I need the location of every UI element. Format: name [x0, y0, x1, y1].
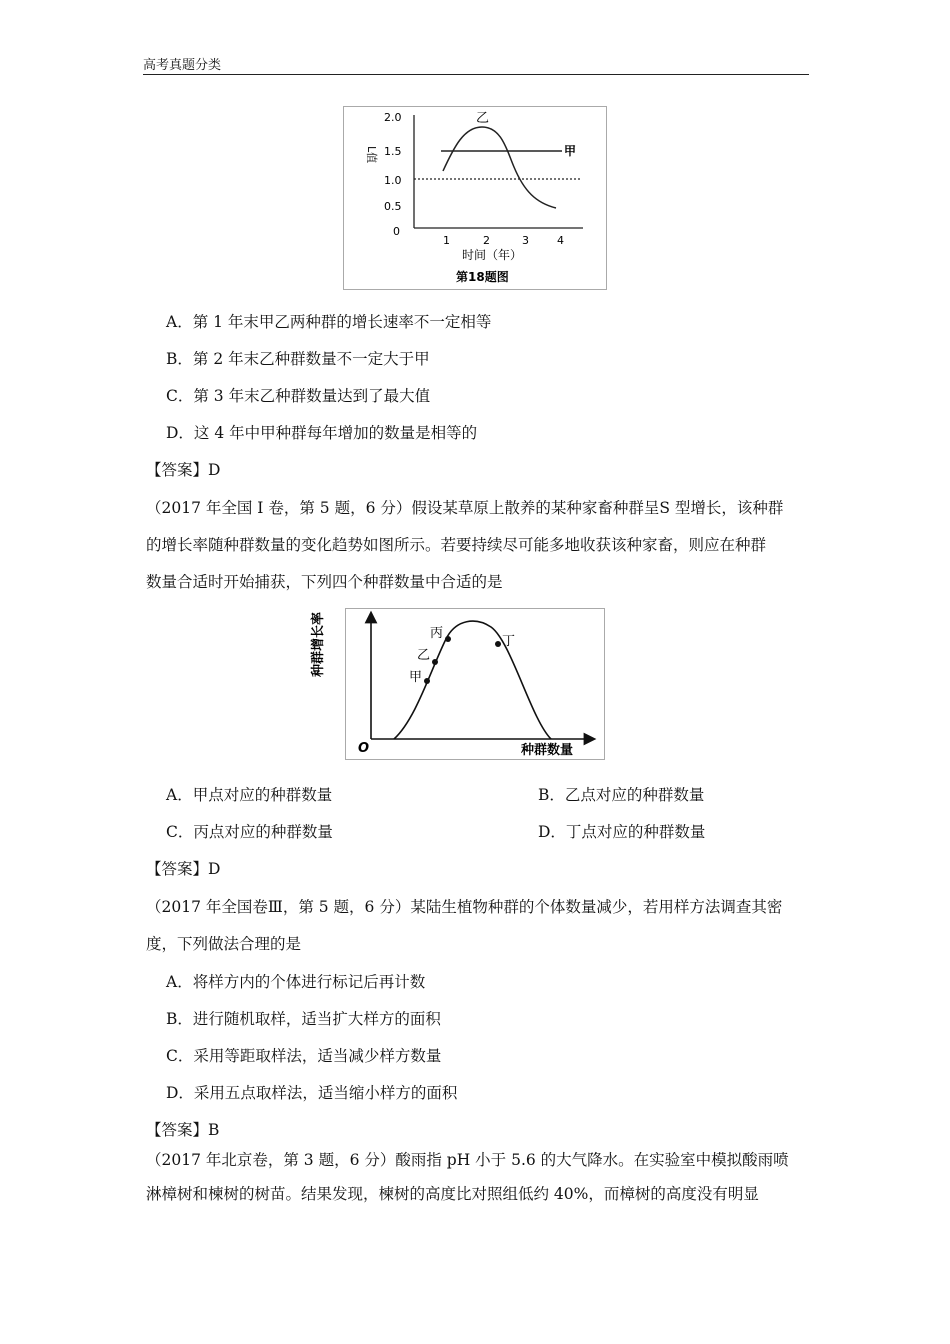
point-ding-label: 丁: [502, 634, 516, 649]
y-tick: 1.0: [384, 174, 402, 187]
q3-stem-line: 度，下列做法合理的是: [146, 935, 302, 953]
x-axis-label: 时间（年）: [462, 248, 523, 262]
y-tick: 2.0: [384, 111, 402, 124]
y-tick: 0.5: [384, 200, 402, 213]
q3-option-d: D．采用五点取样法，适当缩小样方的面积: [166, 1084, 458, 1102]
point-bing-label: 丙: [430, 626, 444, 641]
q1-option-b: B．第 2 年末乙种群数量不一定大于甲: [166, 350, 430, 368]
point-ding: [495, 641, 501, 647]
q2-option-c: C．丙点对应的种群数量: [166, 823, 333, 841]
q2-answer: 【答案】D: [146, 860, 221, 878]
q3-stem-line: （2017 年全国卷Ⅲ，第 5 题，6 分）某陆生植物种群的个体数量减少，若用样方法调查其密: [146, 898, 783, 916]
figure-18-chart: [344, 107, 606, 289]
point-yi-label: 乙: [417, 648, 431, 663]
y-axis-label: L值: [365, 146, 378, 164]
series-yi-curve: [443, 127, 556, 208]
series-jia-label: 甲: [564, 144, 577, 158]
q1-option-a: A．第 1 年末甲乙两种群的增长速率不一定相等: [166, 313, 492, 331]
q3-answer: 【答案】B: [146, 1121, 220, 1139]
q4-stem-line: （2017 年北京卷，第 3 题，6 分）酸雨指 pH 小于 5.6 的大气降水。在实验室中模拟酸雨喷: [146, 1151, 789, 1169]
series-yi-label: 乙: [476, 111, 490, 126]
q2-option-d: D．丁点对应的种群数量: [538, 823, 706, 841]
x-tick: 4: [557, 234, 564, 247]
y-axis-label: 种群增长率: [311, 611, 326, 677]
point-jia: [424, 678, 430, 684]
q4-stem-line: 淋樟树和楝树的树苗。结果发现，楝树的高度比对照组低约 40%，而樟树的高度没有明显: [146, 1185, 759, 1203]
x-tick: 3: [522, 234, 529, 247]
q2-stem-line: 数量合适时开始捕获，下列四个种群数量中合适的是: [146, 573, 503, 591]
q2-option-a: A．甲点对应的种群数量: [166, 786, 333, 804]
point-yi: [432, 659, 438, 665]
q1-answer: 【答案】D: [146, 461, 221, 479]
growth-rate-figure: [311, 608, 605, 760]
point-jia-label: 甲: [409, 670, 423, 685]
y-tick: 0: [393, 225, 400, 238]
growth-rate-chart: [311, 609, 604, 759]
q3-option-c: C．采用等距取样法，适当减少样方数量: [166, 1047, 442, 1065]
q1-option-d: D．这 4 年中甲种群每年增加的数量是相等的: [166, 424, 478, 442]
x-tick: 2: [483, 234, 490, 247]
x-axis-label: 种群数量: [521, 743, 574, 758]
origin-label: O: [358, 741, 370, 756]
q1-option-c: C．第 3 年末乙种群数量达到了最大值: [166, 387, 431, 405]
point-bing: [445, 636, 451, 642]
q3-option-a: A．将样方内的个体进行标记后再计数: [166, 973, 426, 991]
header-title: 高考真题分类: [143, 58, 222, 73]
x-tick: 1: [443, 234, 450, 247]
y-tick: 1.5: [384, 145, 402, 158]
page-header: [143, 54, 809, 75]
figure-caption: 第18题图: [456, 270, 509, 284]
q3-option-b: B．进行随机取样，适当扩大样方的面积: [166, 1010, 441, 1028]
q2-option-b: B．乙点对应的种群数量: [538, 786, 705, 804]
q2-stem-line: 的增长率随种群数量的变化趋势如图所示。若要持续尽可能多地收获该种家畜，则应在种群: [146, 536, 767, 554]
figure-18: [343, 106, 607, 290]
q2-stem-line: （2017 年全国 I 卷，第 5 题，6 分）假设某草原上散养的某种家畜种群呈S 型增长，该种群: [146, 499, 784, 517]
